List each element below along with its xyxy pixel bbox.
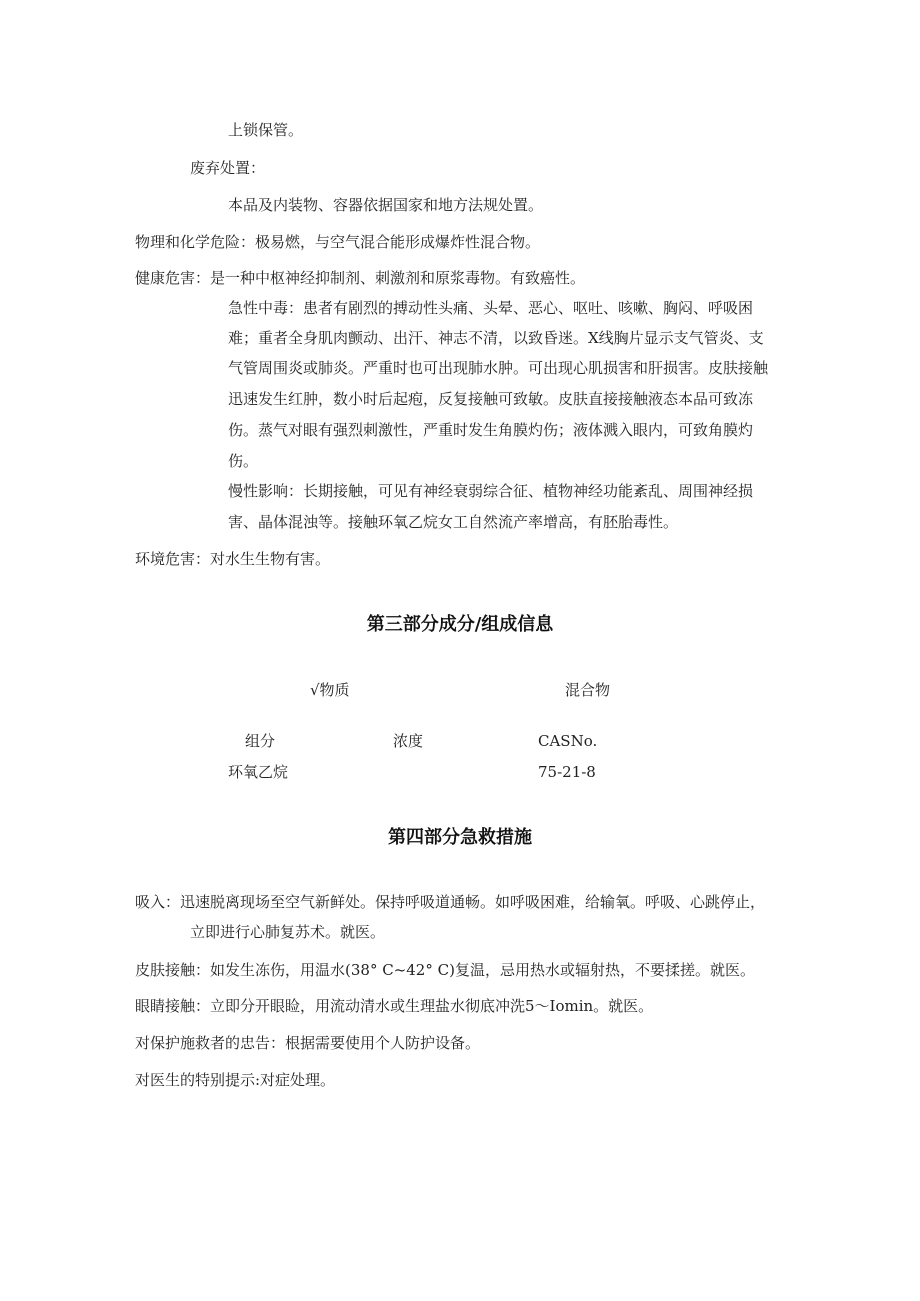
eye-contact: 眼睛接触：立即分开眼睑，用流动清水或生理盐水彻底冲洗5～Iomin。就医。 [135, 997, 654, 1015]
disposal-text: 本品及内装物、容器依据国家和地方法规处置。 [228, 196, 544, 214]
acute-line: 伤。 [228, 452, 259, 470]
section4-title: 第四部分急救措施 [388, 827, 532, 848]
header-cas: CASNo. [538, 732, 598, 750]
environment-hazard: 环境危害：对水生生物有害。 [135, 550, 331, 568]
chronic-line: 慢性影响：长期接触，可见有神经衰弱综合征、植物神经功能紊乱、周围神经损 [228, 482, 754, 500]
acute-line: 难；重者全身肌肉颤动、出汗、神志不清，以致昏迷。X线胸片显示支气管炎、支 [228, 329, 764, 347]
row-component: 环氧乙烷 [228, 763, 289, 781]
health-hazard: 健康危害：是一种中枢神经抑制剂、刺激剂和原浆毒物。有致癌性。 [135, 269, 586, 287]
acute-line: 迅速发生红肿，数小时后起疱，反复接触可致敏。皮肤直接接触液态本品可致冻 [228, 390, 754, 408]
chronic-line: 害、晶体混浊等。接触环氧乙烷女工自然流产率增高，有胚胎毒性。 [228, 513, 679, 531]
section3-title: 第三部分成分/组成信息 [366, 614, 554, 635]
rescuer-advice: 对保护施救者的忠告：根据需要使用个人防护设备。 [135, 1034, 481, 1052]
row-cas: 75-21-8 [538, 763, 596, 781]
physical-hazard: 物理和化学危险：极易燃，与空气混合能形成爆炸性混合物。 [135, 233, 541, 251]
substance-option: √物质 [310, 681, 350, 699]
skin-contact: 皮肤接触：如发生冻伤，用温水(38° C~42° C)复温，忌用热水或辐射热，不要揉搓。就医。 [135, 961, 755, 979]
doctor-note: 对医生的特别提示:对症处理。 [135, 1071, 336, 1089]
storage-lock-text: 上锁保管。 [228, 121, 304, 139]
acute-line: 急性中毒：患者有剧烈的搏动性头痛、头晕、恶心、呕吐、咳嗽、胸闷、呼吸困 [228, 299, 754, 317]
header-component: 组分 [245, 732, 276, 750]
inhalation-line: 吸入：迅速脱离现场至空气新鲜处。保持呼吸道通畅。如呼吸困难，给输氧。呼吸、心跳停止， [135, 893, 766, 911]
acute-line: 气管周围炎或肺炎。严重时也可出现肺水肿。可出现心肌损害和肝损害。皮肤接触 [228, 359, 769, 377]
mixture-option: 混合物 [565, 681, 611, 699]
disposal-label: 废弃处置： [190, 159, 266, 177]
inhalation-line: 立即进行心肺复苏术。就医。 [190, 923, 386, 941]
header-concentration: 浓度 [393, 732, 424, 750]
acute-line: 伤。蒸气对眼有强烈刺激性，严重时发生角膜灼伤；液体溅入眼内，可致角膜灼 [228, 421, 754, 439]
